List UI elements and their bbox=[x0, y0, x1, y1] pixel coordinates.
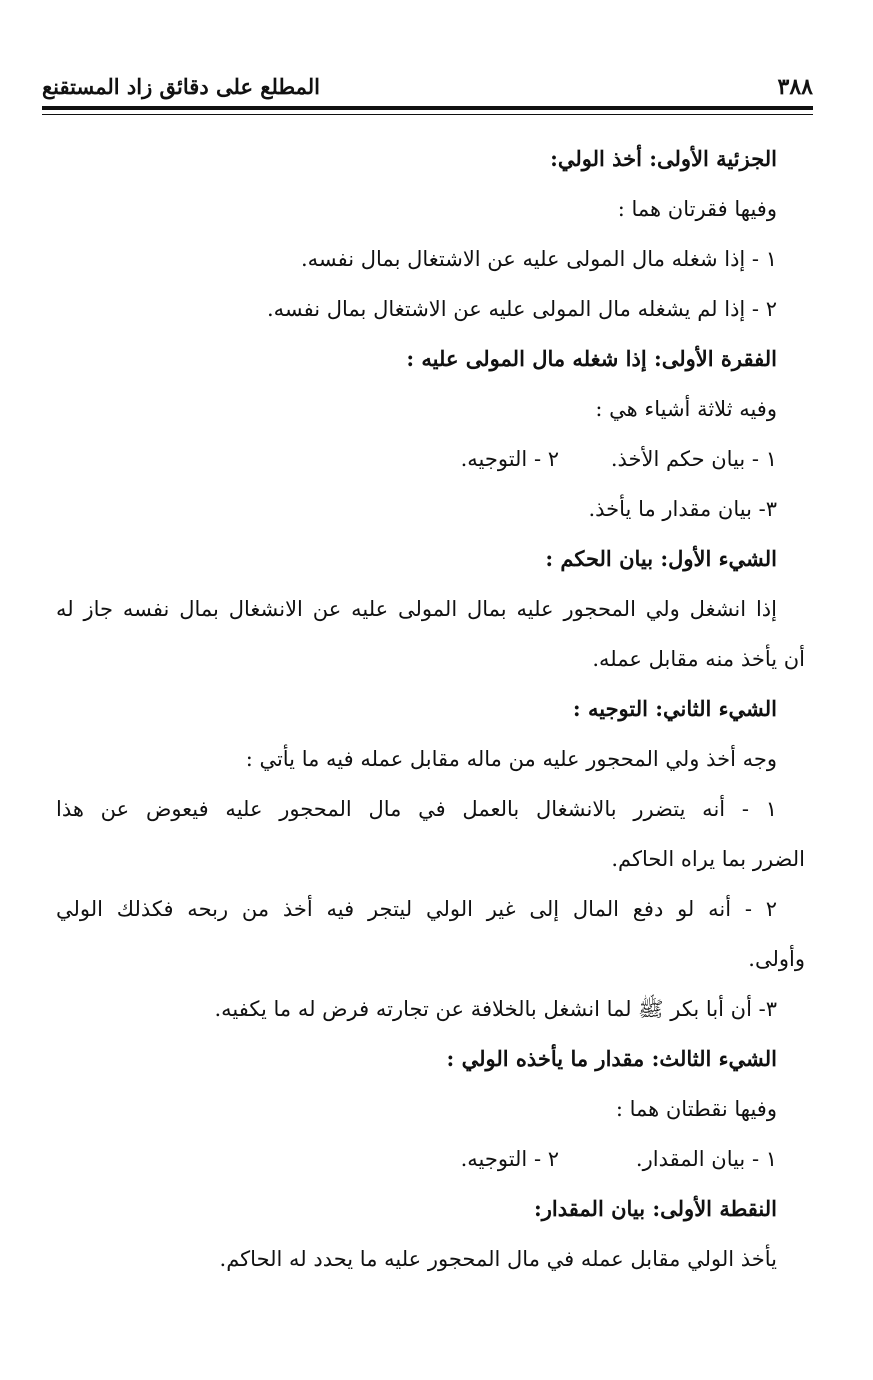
body-line: وفيها فقرتان هما : bbox=[617, 197, 777, 221]
list-item: ٣- بيان مقدار ما يأخذ. bbox=[588, 497, 777, 521]
header-rule-thick bbox=[42, 106, 813, 110]
list-item-pair bbox=[297, 1144, 777, 1174]
subsection-heading: الفقرة الأولى: إذا شغله مال المولى عليه : bbox=[406, 346, 777, 371]
body-line: إذا انشغل ولي المحجور عليه بمال المولى عليه عن الانشغال بمال نفسه جاز له bbox=[56, 597, 777, 621]
page-number: ٣٨٨ bbox=[777, 74, 813, 100]
section-heading: الجزئية الأولى: أخذ الولي: bbox=[550, 146, 777, 171]
running-title: المطلع على دقائق زاد المستقنع bbox=[42, 74, 321, 99]
page-header bbox=[42, 68, 813, 108]
subsection-heading: النقطة الأولى: بيان المقدار: bbox=[534, 1196, 777, 1221]
list-item: ٢ - التوجيه. bbox=[460, 447, 559, 471]
body-line: وجه أخذ ولي المحجور عليه من ماله مقابل عمله فيه ما يأتي : bbox=[245, 747, 777, 771]
body-line: يأخذ الولي مقابل عمله في مال المحجور عليه ما يحدد له الحاكم. bbox=[219, 1247, 777, 1271]
subsection-heading: الشيء الثاني: التوجيه : bbox=[572, 696, 777, 721]
body-line: أن يأخذ منه مقابل عمله. bbox=[592, 647, 805, 671]
subsection-heading: الشيء الأول: بيان الحكم : bbox=[545, 546, 777, 571]
header-rule-thin bbox=[42, 114, 813, 115]
list-item: ٢ - أنه لو دفع المال إلى غير الولي ليتجر فيه أخذ من ربحه فكذلك الولي bbox=[56, 897, 778, 921]
list-item-pair bbox=[297, 444, 777, 474]
list-item: ٣- أن أبا بكر ﷺ لما انشغل بالخلافة عن تجارته فرض له ما يكفيه. bbox=[214, 997, 777, 1021]
list-item: ٢ - إذا لم يشغله مال المولى عليه عن الاشتغال بمال نفسه. bbox=[266, 297, 777, 321]
body-line: وفيها نقطتان هما : bbox=[615, 1097, 777, 1121]
subsection-heading: الشيء الثالث: مقدار ما يأخذه الولي : bbox=[446, 1046, 777, 1071]
list-item: ١ - إذا شغله مال المولى عليه عن الاشتغال بمال نفسه. bbox=[300, 247, 777, 271]
list-item: ١ - بيان حكم الأخذ. bbox=[610, 447, 777, 471]
list-item: ٢ - التوجيه. bbox=[460, 1147, 559, 1171]
list-item: ١ - بيان المقدار. bbox=[635, 1147, 777, 1171]
list-item: ١ - أنه يتضرر بالانشغال بالعمل في مال المحجور عليه فيعوض عن هذا bbox=[56, 797, 777, 821]
body-line: الضرر بما يراه الحاكم. bbox=[611, 847, 805, 871]
body-line: وفيه ثلاثة أشياء هي : bbox=[595, 397, 777, 421]
body-line: وأولى. bbox=[748, 947, 805, 971]
